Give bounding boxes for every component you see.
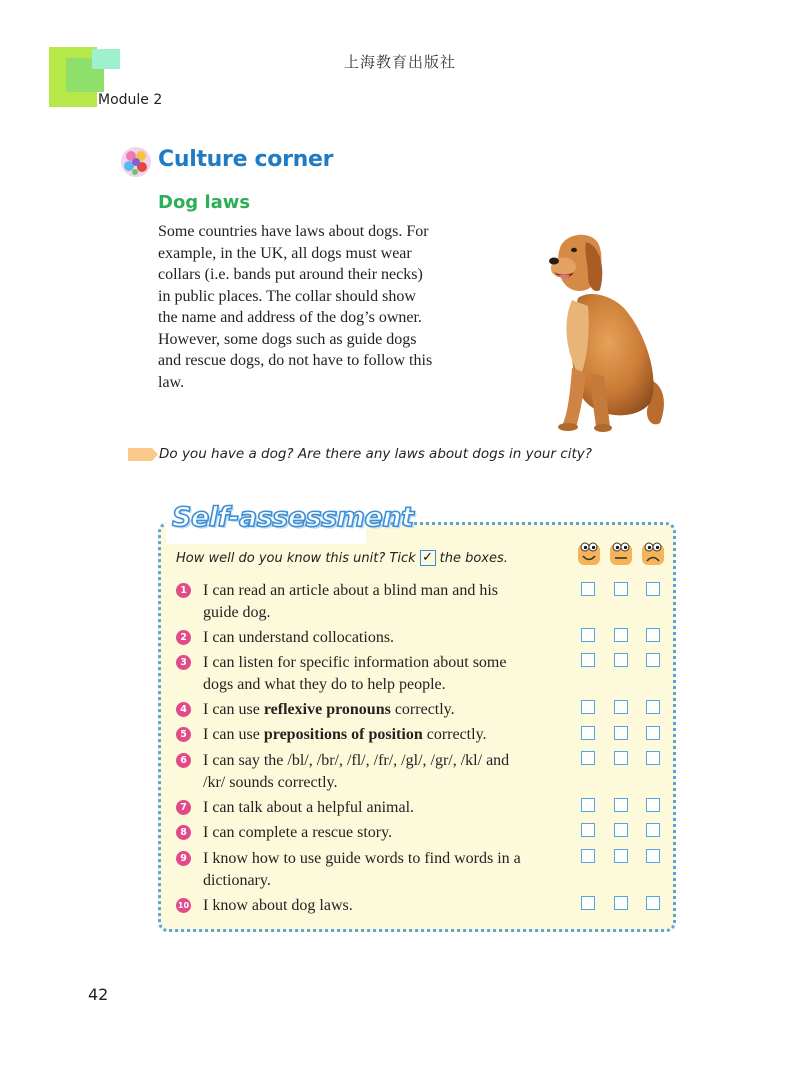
assessment-item (176, 822, 566, 844)
item-number: 7 (176, 800, 191, 815)
item-text: correctly. (390, 701, 455, 718)
item-number: 1 (176, 583, 191, 598)
item-number: 9 (176, 851, 191, 866)
item-text-line: I can say the /bl/, /br/, /fl/, /fr/, /gl/, /gr/, /kl/ and (203, 752, 510, 769)
item-number: 3 (176, 655, 191, 670)
paragraph-line: law. (158, 373, 185, 391)
assessment-item (176, 580, 566, 624)
item-number: 2 (176, 630, 191, 645)
assessment-item (176, 627, 566, 649)
paragraph-line: Some countries have laws about dogs. For (158, 223, 429, 240)
page-number: 42 (88, 985, 109, 1004)
item-text: I can use (203, 701, 264, 718)
item-text-line: I know how to use guide words to find words in a (203, 850, 521, 867)
article-paragraph (158, 221, 468, 393)
rating-checkbox-poor[interactable] (646, 896, 660, 910)
item-number: 8 (176, 825, 191, 840)
rating-checkbox-ok[interactable] (614, 582, 628, 596)
assessment-item (176, 699, 566, 721)
rating-checkbox-good[interactable] (581, 653, 595, 667)
rating-checkbox-good[interactable] (581, 798, 595, 812)
item-number: 5 (176, 727, 191, 742)
module-label: Module 2 (98, 92, 163, 108)
assessment-item (176, 750, 566, 794)
assessment-item (176, 652, 566, 696)
self-assessment-title: Self-assessment (172, 502, 414, 533)
rating-checkbox-good[interactable] (581, 700, 595, 714)
instruction-text: How well do you know this unit? Tick (176, 550, 416, 566)
item-number: 6 (176, 753, 191, 768)
rating-checkbox-poor[interactable] (646, 798, 660, 812)
paragraph-line: However, some dogs such as guide dogs (158, 330, 417, 348)
rating-checkbox-ok[interactable] (614, 653, 628, 667)
happy-face-icon (577, 540, 601, 566)
item-number: 4 (176, 702, 191, 717)
item-text-line: /kr/ sounds correctly. (203, 774, 338, 791)
assessment-item (176, 797, 566, 819)
assessment-item (176, 895, 566, 917)
rating-checkbox-poor[interactable] (646, 726, 660, 740)
golden-retriever-image (540, 228, 670, 438)
rating-checkbox-poor[interactable] (646, 628, 660, 642)
rating-checkbox-poor[interactable] (646, 700, 660, 714)
rating-checkbox-ok[interactable] (614, 628, 628, 642)
paragraph-line: collars (i.e. bands put around their necks) (158, 266, 423, 283)
article-title: Dog laws (158, 192, 251, 213)
rating-checkbox-good[interactable] (581, 849, 595, 863)
rating-checkbox-poor[interactable] (646, 823, 660, 837)
rating-checkbox-ok[interactable] (614, 751, 628, 765)
neutral-face-icon (609, 540, 633, 566)
item-text-line: dogs and what they do to help people. (203, 676, 446, 693)
rating-checkbox-ok[interactable] (614, 823, 628, 837)
item-number: 10 (176, 898, 191, 913)
item-text-line: I know about dog laws. (203, 897, 353, 914)
publisher: 上海教育出版社 (343, 53, 456, 71)
self-assessment-instruction (176, 550, 508, 566)
rating-checkbox-good[interactable] (581, 582, 595, 596)
rating-checkbox-ok[interactable] (614, 849, 628, 863)
assessment-item (176, 848, 566, 892)
paragraph-line: in public places. The collar should show (158, 287, 416, 305)
section-title: Culture corner (158, 147, 334, 172)
rating-checkbox-poor[interactable] (646, 849, 660, 863)
rating-checkbox-ok[interactable] (614, 798, 628, 812)
item-text: correctly. (422, 726, 487, 743)
item-text-line: I can understand collocations. (203, 629, 395, 646)
rating-checkbox-poor[interactable] (646, 582, 660, 596)
paragraph-line: the name and address of the dog’s owner. (158, 309, 422, 326)
sad-face-icon (641, 540, 665, 566)
item-text-line: guide dog. (203, 604, 271, 621)
item-text-line: dictionary. (203, 872, 271, 889)
rating-checkbox-good[interactable] (581, 896, 595, 910)
rating-checkbox-good[interactable] (581, 628, 595, 642)
tick-icon: ✓ (420, 550, 436, 566)
item-text: I can use (203, 726, 264, 743)
culture-corner-icon (120, 146, 152, 178)
rating-checkbox-ok[interactable] (614, 700, 628, 714)
item-text-line: I can listen for specific information about some (203, 654, 507, 671)
item-text-line: I can read an article about a blind man and his (203, 582, 498, 599)
rating-checkbox-good[interactable] (581, 726, 595, 740)
rating-checkbox-ok[interactable] (614, 896, 628, 910)
item-text-line: I can complete a rescue story. (203, 824, 393, 841)
assessment-item (176, 724, 566, 746)
rating-checkbox-poor[interactable] (646, 653, 660, 667)
rating-checkbox-good[interactable] (581, 823, 595, 837)
discussion-question: Do you have a dog? Are there any laws about dogs in your city? (159, 446, 592, 462)
rating-checkbox-good[interactable] (581, 751, 595, 765)
paragraph-line: and rescue dogs, do not have to follow this (158, 352, 433, 369)
item-keyword: reflexive pronouns (263, 701, 391, 718)
paragraph-line: example, in the UK, all dogs must wear (158, 244, 412, 262)
question-tag-icon (128, 448, 158, 461)
rating-checkbox-poor[interactable] (646, 751, 660, 765)
item-keyword: prepositions of position (263, 726, 423, 743)
rating-checkbox-ok[interactable] (614, 726, 628, 740)
item-text-line: I can talk about a helpful animal. (203, 799, 415, 816)
instruction-text: the boxes. (439, 550, 508, 566)
